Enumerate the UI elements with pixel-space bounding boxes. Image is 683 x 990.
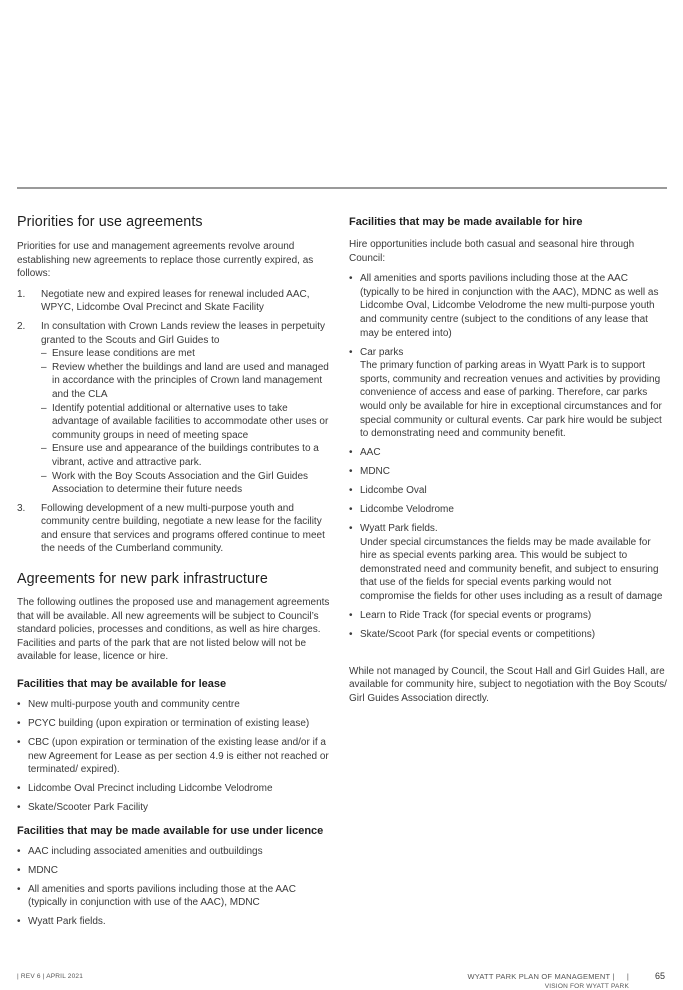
footer-revision: | REV 6 | APRIL 2021 bbox=[17, 973, 84, 980]
right-column bbox=[349, 215, 667, 705]
list-item: • Learn to Ride Track (for special events or programs) bbox=[349, 609, 667, 623]
left-column bbox=[17, 213, 333, 934]
dash-item: – Ensure lease conditions are met bbox=[41, 347, 333, 361]
list-item: • AAC including associated amenities and outbuildings bbox=[17, 845, 333, 859]
list-item: • Skate/Scoot Park (for special events or competitions) bbox=[349, 628, 667, 642]
footer-document-title: WYATT PARK PLAN OF MANAGEMENT | | VISION FOR WYATT PARK bbox=[467, 972, 629, 990]
list-item: • AAC bbox=[349, 446, 667, 460]
page-number: 65 bbox=[655, 971, 666, 981]
list-item: • PCYC building (upon expiration or termination of existing lease) bbox=[17, 717, 333, 731]
priority-item-1: 1. Negotiate new and expired leases for renewal included AAC, WPYC, Lidcombe Oval Precinct and Skate Facility bbox=[17, 288, 310, 314]
hire-heading: Facilities that may be made available for hire bbox=[349, 216, 583, 228]
dash-item: – Review whether the buildings and land are used and managed in accordance with the principles of Crown land management and the CLA bbox=[41, 361, 333, 402]
list-item: • MDNC bbox=[17, 864, 333, 878]
priority-item-3: 3. Following development of a new multi-purpose youth and community centre building, negotiate a new lease for the facility and ensure that services and programs offered continue to meet the needs of the Cumberland community. bbox=[17, 502, 325, 555]
closing-paragraph: While not managed by Council, the Scout Hall and Girl Guides Hall, are available for community hire, subject to negotiation with the Boy Scouts/ Girl Guides Association directly. bbox=[349, 665, 667, 704]
hire-list bbox=[349, 272, 667, 641]
dash-item: – Work with the Boy Scouts Association and the Girl Guides Association to determine their future needs bbox=[41, 470, 333, 497]
review-subitems bbox=[41, 347, 333, 497]
list-item: • MDNC bbox=[349, 465, 667, 479]
licence-list bbox=[17, 845, 333, 929]
list-item: • Lidcombe Oval Precinct including Lidcombe Velodrome bbox=[17, 782, 333, 796]
agreements-intro: The following outlines the proposed use and management agreements that will be available. All new agreements will be subject to Council’s standard policies, processes and conditions, as well as hire charges. Facilities and parts of the park that are not listed below will not be available for lease, licence or hire. bbox=[17, 597, 330, 663]
licence-heading: Facilities that may be made available for use under licence bbox=[17, 824, 324, 837]
list-item: • Car parks The primary function of parking areas in Wyatt Park is to support sports, community and recreation venues and activities by providing convenience of access and ease of parking. Therefore, car parks would only be available for hire in exceptional circumstances and for special community or cultural events. Car park hire would be subject to demonstrating need and community benefit. bbox=[349, 346, 667, 441]
section-title-agreements: Agreements for new park infrastructure bbox=[17, 571, 268, 588]
priorities-list bbox=[17, 288, 333, 556]
fields-note: Under special circumstances the fields may be made available for hire as special events parking area. This would be subject to demonstrated need and community benefit, and subject to ensuring that use of the fields for special events parking would not compromise the fields for other uses including as a result of damage bbox=[360, 536, 663, 602]
section-title-priorities: Priorities for use agreements bbox=[17, 214, 203, 230]
list-item: • All amenities and sports pavilions including those at the AAC (typically to be hired in conjunction with the AAC), MDNC as well as Lidcombe Oval, Lidcombe Velodrome the new multi-purpose youth and community centre (subject to the conditions of any lease that may be entered into) bbox=[349, 272, 667, 340]
dash-item: – Identify potential additional or alternative uses to take advantage of available facilities to accommodate other uses or community groups in need of meeting space bbox=[41, 402, 333, 443]
list-item: • CBC (upon expiration or termination of the existing lease and/or if a new Agreement for Lease as per section 4.9 is either not reached or terminated/ expired). bbox=[17, 736, 333, 777]
dash-item: – Ensure use and appearance of the buildings contributes to a vibrant, active and attractive park. bbox=[41, 442, 333, 469]
priority-item-2: 2. In consultation with Crown Lands review the leases in perpetuity granted to the Scouts and Girl Guides to – Ensure lease conditions are met – Review whether the buildings and land are used and managed in accordance with the principles of Crown land management and the CLA – Identify potential additional or alternative uses to take advantage of available facilities to accommodate other uses or community groups in need of meeting space – Ensure use and appearance of the buildings contributes to a vibrant, active and attractive park. – Work with the Boy Scouts Association and the Girl Guides Association to determine their future needs bbox=[17, 320, 333, 497]
list-item: • All amenities and sports pavilions including those at the AAC (typically in conjunction with use of the AAC), MDNC bbox=[17, 883, 333, 910]
list-item: • Wyatt Park fields. bbox=[17, 915, 333, 929]
lease-heading: Facilities that may be available for lease bbox=[17, 678, 227, 691]
list-item: • Skate/Scooter Park Facility bbox=[17, 801, 333, 815]
car-parks-note: The primary function of parking areas in Wyatt Park is to support sports, community and recreation venues and activities by providing convenience of access and ease of parking. Therefore, car parks would only be available for hire in exceptional circumstances and for special community or cultural events. Car park hire would be subject to demonstrating need and community benefit. bbox=[360, 360, 662, 440]
hire-intro: Hire opportunities include both casual and seasonal hire through Council: bbox=[349, 239, 635, 264]
priorities-intro: Priorities for use and management agreements revolve around establishing new agreements to replace those currently expired, as follows: bbox=[17, 241, 314, 280]
list-item: • New multi-purpose youth and community centre bbox=[17, 698, 333, 712]
header-rule bbox=[17, 187, 667, 189]
list-item: • Lidcombe Velodrome bbox=[349, 503, 667, 517]
list-item: • Wyatt Park fields. Under special circumstances the fields may be made available for hire as special events parking area. This would be subject to demonstrated need and community benefit, and subject to ensuring that use of the fields for special events parking would not compromise the fields for other uses including as a result of damage bbox=[349, 522, 667, 604]
list-item: • Lidcombe Oval bbox=[349, 484, 667, 498]
lease-list bbox=[17, 698, 333, 815]
